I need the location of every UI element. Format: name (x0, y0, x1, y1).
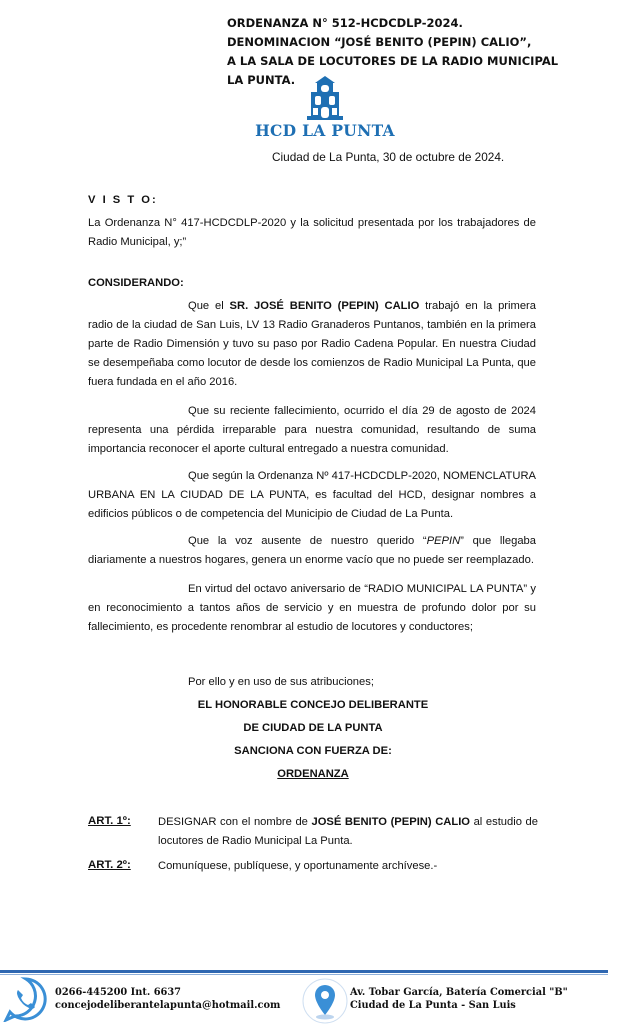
article-2-label: ART. 2º: (88, 859, 131, 871)
considerando-paragraph-3: Que según la Ordenanza Nº 417-HCDCDLP-2020, NOMENCLATURA URBANA EN LA CIUDAD DE LA PUNTA, es facultad del HCD, designar nombres a edificios públicos o de competencia del Municipio de Ciudad de La Punta. (88, 470, 536, 520)
document-date: Ciudad de La Punta, 30 de octubre de 2024. (272, 150, 505, 164)
footer-divider-thin (0, 974, 608, 975)
p1-text-before: Que el (188, 300, 230, 312)
phone-icon (2, 976, 50, 1022)
resolution-city: DE CIUDAD DE LA PUNTA (243, 722, 383, 734)
considerando-paragraph-4 (88, 532, 536, 570)
resolution-sanciona: SANCIONA CON FUERZA DE: (234, 745, 392, 757)
visto-text: La Ordenanza N° 417-HCDCDLP-2020 y la solicitud presentada por los trabajadores de Radio Municipal, y;” (88, 217, 536, 248)
p1-text-after: trabajó en la primera radio de la ciudad de San Luis, LV 13 Radio Granaderos Puntanos, también en la primera parte de Radio Dimensión y tuvo su paso por Radio Cadena Popular. En nuestra Ciudad se desempeñaba como locutor de desde los comienzos de Radio Municipal La Punta, que fuera fundada en el año 2016. (88, 300, 536, 388)
logo-text: HCD LA PUNTA (255, 121, 395, 140)
art1-honoree-name: JOSÉ BENITO (PEPIN) CALIO (311, 816, 470, 828)
article-1-label: ART. 1º: (88, 815, 131, 827)
footer-email: concejodeliberantelapunta@hotmail.com (55, 1000, 281, 1011)
article-2-text: Comuníquese, publíquese, y oportunamente archívese.- (158, 860, 438, 872)
considerando-heading: CONSIDERANDO: (88, 277, 184, 289)
footer-phone: 0266-445200 Int. 6637 (55, 987, 181, 998)
p1-honoree-name: SR. JOSÉ BENITO (PEPIN) CALIO (229, 300, 420, 312)
hcd-logo (255, 76, 395, 140)
article-1-text (158, 813, 538, 851)
footer-address-line-2: Ciudad de La Punta - San Luis (350, 1000, 516, 1011)
art1-text-after: al estudio de locutores de Radio Municipal La Punta. (158, 816, 538, 847)
title-line-2: DENOMINACION “JOSÉ BENITO (PEPIN) CALIO”, (227, 35, 532, 49)
ordenanza-label: ORDENANZA (277, 768, 349, 780)
p4-text-before: Que la voz ausente de nuestro querido “ (188, 535, 427, 547)
footer-divider (0, 970, 608, 973)
p4-nickname: PEPIN (426, 535, 461, 547)
considerando-paragraph-1 (88, 297, 536, 392)
location-pin-icon (302, 978, 348, 1024)
title-line-1: ORDENANZA N° 512-HCDCDLP-2024. (227, 16, 463, 30)
resolution-ordenanza (88, 768, 538, 780)
resolution-council: EL HONORABLE CONCEJO DELIBERANTE (197, 699, 429, 711)
considerando-paragraph-5: En virtud del octavo aniversario de “RADIO MUNICIPAL LA PUNTA” y en reconocimiento a tantos años de servicio y en muestra de profundo dolor por su fallecimiento, es procedente renombrar al estudio de locutores y conductores; (88, 583, 536, 633)
resolution-intro: Por ello y en uso de sus atribuciones; (188, 676, 374, 688)
building-tower-icon (255, 76, 395, 122)
p4-text-after: ” que llegaba diariamente a nuestros hogares, genera un enorme vacío que no puede ser reemplazado. (88, 535, 536, 566)
footer-address-line-1: Av. Tobar García, Batería Comercial "B" (350, 987, 568, 998)
visto-heading: V I S T O: (88, 194, 158, 206)
title-line-3: A LA SALA DE LOCUTORES DE LA RADIO MUNICIPAL (227, 54, 559, 68)
title-line-4: LA PUNTA. (227, 73, 296, 87)
considerando-paragraph-2: Que su reciente fallecimiento, ocurrido el día 29 de agosto de 2024 representa una pérdida irreparable para nuestra comunidad, resultando de suma importancia reconocer el aporte cultural entregado a nuestra comunidad. (88, 405, 536, 455)
art1-text-before: DESIGNAR con el nombre de (158, 816, 312, 828)
